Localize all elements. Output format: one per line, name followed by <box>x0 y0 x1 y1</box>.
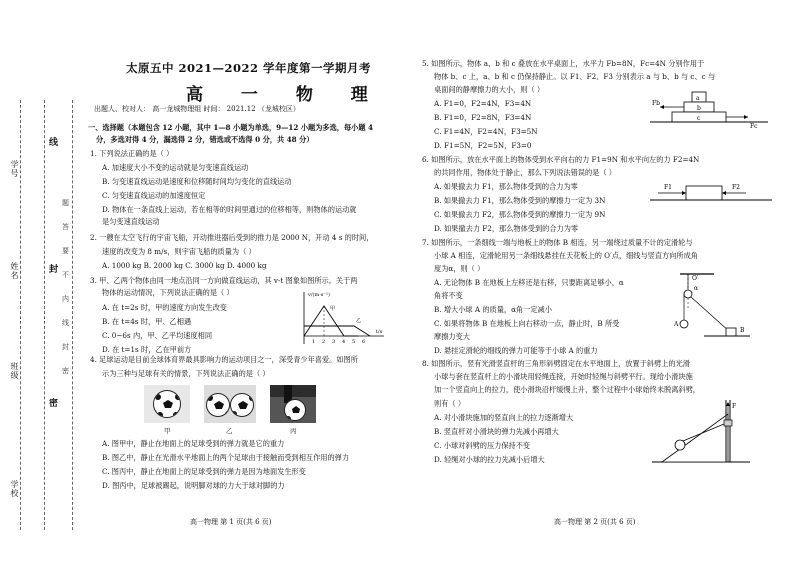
margin-char: 线 <box>62 319 69 327</box>
label-name: 姓名 <box>10 262 19 280</box>
label-a: A <box>674 321 679 328</box>
q3-option-c: C. 0~6s 内，甲、乙平均速度相同 <box>102 331 213 340</box>
photo-bing <box>270 385 316 423</box>
tick-label: 5 <box>352 339 356 345</box>
q6-option-a: A. 如果撤去力 F1，那么物体受到的合力为零 <box>434 182 578 191</box>
q5-option-d: D. F1=5N，F2=5N，F3=0 <box>434 141 532 150</box>
q4-stem: 4. 足球运动是目前全球体育界最具影响力的运动项目之一，深受青少年喜爱。如图所 <box>90 355 358 364</box>
string-to-b <box>691 297 730 332</box>
q4-option-c: C. 图丙中，静止在地面上的足球受到的弹力是因为地面发生形变 <box>102 467 306 476</box>
q6-option-c: C. 如果撤去力 F2，那么物体受到的摩擦力一定为 9N <box>434 210 606 219</box>
q5-stem-cont2: 桌面间的静摩擦力的大小，则（ ） <box>434 85 545 94</box>
football-pattern <box>154 391 181 418</box>
series-line-yi <box>304 326 370 336</box>
q8-option-a: A. 对小滑块施加的竖直向上的拉力逐渐增大 <box>434 413 574 422</box>
q3-option-d: D. 在 t=1s 时，乙在甲前方 <box>102 345 192 354</box>
photo-jia <box>144 385 190 423</box>
fig7-pulley <box>674 270 754 342</box>
slider <box>724 420 732 426</box>
q6-option-d: D. 如果撤去力 F2，那么物体受到的合力为零 <box>434 224 579 233</box>
margin-char: 密 <box>62 367 69 375</box>
q7-option-a-cont: 角将不变 <box>434 291 463 300</box>
label-f2: F2 <box>732 184 740 191</box>
margin-char: 要 <box>62 247 69 255</box>
q6-stem-cont: 的共同作用，物体处于静止，那么下列说法错误的是（ ） <box>434 168 616 177</box>
caption-yi: 乙 <box>226 427 233 435</box>
q5-option-a: A. F1=0，F2=4N，F3=4N <box>434 99 532 108</box>
q7-option-b: B. 增大小球 A 的质量，α角一定减小 <box>434 305 552 314</box>
section-heading-line1: 一、选择题（本题包含 12 小题，其中 1—8 小题为单选，9—12 小题为多选，每小题 4 <box>88 123 374 132</box>
pulley <box>684 290 692 298</box>
arrowhead-icon <box>682 191 686 195</box>
photo-background <box>270 385 316 397</box>
label-f: F <box>732 403 737 410</box>
block-b <box>726 328 736 336</box>
seal-seal-char: 封 <box>49 265 59 275</box>
tick-label: 4 <box>342 339 346 345</box>
caption-jia: 甲 <box>164 427 171 435</box>
margin-char: 封 <box>62 343 69 351</box>
q4-option-a: A. 图甲中，静止在地面上的足球受到的弹力就是它的重力 <box>102 439 285 448</box>
q7-option-a: A. 无论物体 B 在地板上左移还是右移，只要距离足够小，α <box>434 278 624 287</box>
arrowhead-icon <box>744 115 748 119</box>
margin-char: 内 <box>62 295 69 303</box>
q7-stem-cont2: 度为α，则（ ） <box>434 264 485 273</box>
caption-bing: 丙 <box>290 427 297 435</box>
label-a: a <box>696 95 700 102</box>
fig8-wedge <box>650 394 754 468</box>
label-student-id: 学号 <box>10 160 19 178</box>
dashed-line-middle <box>44 100 45 530</box>
q6-stem: 6. 如图所示，放在水平面上的物体受到水平向右的力 F1=9N 和水平向左的力 F2=4N <box>422 155 700 164</box>
q4-option-d: D. 图丙中，足球被踢起，说明脚对球的力大于球对脚的力 <box>102 481 285 490</box>
section-heading-line2: 分，多选对得 4 分，漏选得 2 分，错选或不选得 0 分，共 48 分） <box>96 135 314 144</box>
fig5-stacked-blocks <box>648 90 778 130</box>
football-pattern <box>231 394 254 417</box>
vt-graph <box>296 288 388 348</box>
q8-stem-cont2: 加一个竖直向上的拉力，使小滑块沿杆缓慢上升，整个过程中小球始终未脱离斜劈， <box>434 385 700 394</box>
tick-label: 1 <box>312 339 316 345</box>
arrowhead-icon <box>722 191 726 195</box>
q4-option-b: B. 图乙中，静止在光滑水平地面上的两个足球由于接触而受到相互作用的弹力 <box>102 453 350 462</box>
q5-stem-cont: 物体 b、c 上，a、b 和 c 仍保持静止。以 F1、F2、F3 分别表示 a 与 b、b 与 c、c 与 <box>434 72 716 81</box>
football-icon <box>206 393 230 417</box>
q3-option-a: A. 在 t=2s 时，甲的速度方向发生改变 <box>102 303 227 312</box>
q5-option-b: B. F1=0，F2=8N，F3=4N <box>434 113 532 122</box>
q8-stem-cont: 小球与套在竖直杆上的小滑块用轻绳连接，开始时轻绳与斜劈平行。现给小滑块施 <box>434 372 693 381</box>
q1-option-d-cont: 是匀变速直线运动 <box>102 217 160 226</box>
block <box>686 186 722 200</box>
tick-label: 2 <box>322 339 326 345</box>
wedge <box>662 414 728 462</box>
q7-stem-cont: 小球 A 相连，定滑轮用另一条细线悬挂在天花板上的 O′点，细线与竖直方向所成角 <box>434 251 698 260</box>
q1-option-b: B. 匀变速直线运动是速度和位移随时间均匀变化的直线运动 <box>102 177 292 186</box>
dashed-line-inner <box>72 100 73 530</box>
football-icon <box>153 390 181 418</box>
label-f1: F1 <box>664 184 672 191</box>
q5-stem: 5. 如图所示，物体 a、b 和 c 叠放在水平桌面上，水平力 Fb=8N，Fc=4N 分别作用于 <box>422 59 705 68</box>
fig6-block-forces <box>648 178 778 210</box>
football-icon <box>284 399 306 421</box>
q7-stem: 7. 如图所示，一条细线一端与地板上的物体 B 相连，另一端绕过质量不计的定滑轮与 <box>422 238 693 247</box>
q8-option-c: C. 小球对斜劈的压力保持不变 <box>434 441 531 450</box>
q8-option-d: D. 轻绳对小球的拉力先减小后增大 <box>434 455 545 464</box>
football-pattern <box>207 394 230 417</box>
q2-stem-cont: 速度的改变为 8 m/s，则宇宙飞船的质量为（ ） <box>102 247 256 256</box>
exam-meta: 出题人、校对人： 高一龙城物理组 时间： 2021.12 （龙城校区） <box>94 105 300 113</box>
series-label-jia: 甲 <box>330 306 336 312</box>
q1-stem: 1. 下列说法正确的是（ ） <box>90 149 174 158</box>
margin-char: 答 <box>62 223 69 231</box>
football-pattern <box>285 400 306 421</box>
tick-label: 3 <box>332 339 336 345</box>
q8-stem: 8. 如图所示，竖有光滑竖直杆的三角形斜劈固定在水平地面上，放置于斜劈上的光滑 <box>422 359 690 368</box>
label-b: b <box>697 105 701 112</box>
subject-title: 高 一 物 理 <box>186 85 384 105</box>
photo-yi <box>204 385 256 423</box>
q1-option-d: D. 物体在一条直线上运动，若在相等的时间里通过的位移相等，则物体的运动就 <box>102 205 357 214</box>
exam-title: 太原五中 2021—2022 学年度第一学期月考 <box>126 61 372 75</box>
label-c: c <box>697 115 701 122</box>
ball <box>675 440 685 450</box>
seal-line-char: 线 <box>49 138 59 148</box>
label-o: O′ <box>692 275 699 282</box>
q5-option-c: C. F1=4N，F2=4N，F3=5N <box>434 127 538 136</box>
q3-stem-cont: 物体的运动情况，下列说法正确的是（ ） <box>102 288 234 297</box>
seal-secret-char: 密 <box>49 399 59 409</box>
q7-option-d: D. 悬挂定滑轮的细线的弹力可能等于小球 A 的重力 <box>434 346 598 355</box>
margin-char: 不 <box>62 271 69 279</box>
dashed-line-outer <box>20 100 21 530</box>
series-label-yi: 乙 <box>356 318 362 324</box>
label-fb: Fb <box>652 100 661 107</box>
label-school: 学校 <box>10 480 19 498</box>
x-axis-label: t/s <box>376 329 383 335</box>
tick-label: 6 <box>362 339 366 345</box>
right-column <box>418 0 788 561</box>
arrowhead-icon <box>660 105 664 109</box>
arrowhead-icon <box>726 402 730 406</box>
label-b: B <box>740 327 745 334</box>
page-footer-right: 高一物理 第 2 页(共 6 页) <box>554 518 636 526</box>
margin-char: 题 <box>62 199 69 207</box>
q8-stem-cont3: 则有（ ） <box>434 399 466 408</box>
q1-option-a: A. 加速度大小不变的运动就是匀变速直线运动 <box>102 163 249 172</box>
left-column <box>86 0 398 561</box>
q7-option-c: C. 如果将物体 B 在地板上向右移动一点，静止时，B 所受 <box>434 319 620 328</box>
y-axis-label: v/(m·s⁻¹) <box>308 292 330 298</box>
q4-stem-cont: 示为三种与足球有关的情景，下列说法正确的是（ ） <box>102 369 270 378</box>
page-footer-left: 高一物理 第 1 页(共 6 页) <box>190 518 272 526</box>
ball-a <box>680 320 688 328</box>
q3-stem: 3. 甲、乙两个物体由同一地点沿同一方向做直线运动，其 v-t 图象如图所示。关于两 <box>90 276 358 285</box>
q8-option-b: B. 竖直杆对小滑块的弹力先减小再增大 <box>434 427 559 436</box>
binding-margin <box>0 0 86 561</box>
label-alpha: α <box>694 285 699 292</box>
football-icon <box>230 393 254 417</box>
q1-option-c: C. 匀变速直线运动的加速度恒定 <box>102 191 206 200</box>
label-fc: Fc <box>750 123 758 130</box>
q6-option-b: B. 如果撤去力 F1，那么物体受到的摩擦力一定为 3N <box>434 196 606 205</box>
label-class: 班级 <box>10 362 19 380</box>
q7-option-c-cont: 摩擦力变大 <box>434 332 470 341</box>
q2-options: A. 1000 kg B. 2000 kg C. 3000 kg D. 4000 kg <box>102 261 267 270</box>
q2-stem: 2. 一艘在太空飞行的宇宙飞船，开动推进器后受到的推力是 2000 N，开动 4 s 的时间， <box>90 233 374 242</box>
q3-option-b: B. 在 t=4s 时，甲、乙相遇 <box>102 317 192 326</box>
